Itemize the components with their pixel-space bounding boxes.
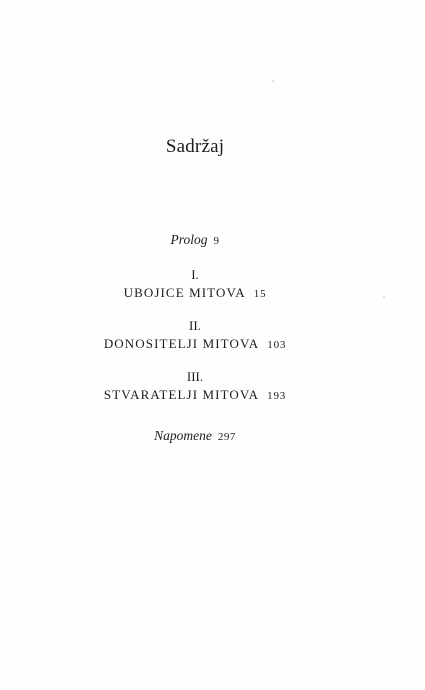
toc-entry-page: 297 (217, 431, 236, 443)
paper-speck (272, 80, 274, 82)
toc-entry-page: 9 (213, 235, 220, 247)
toc-entry-title: STVARATELJI MITOVA (103, 387, 260, 402)
toc-entry-title: DONOSITELJI MITOVA (103, 336, 260, 351)
toc-entry-notes (0, 426, 390, 447)
toc-entry-page: 15 (253, 288, 267, 300)
part-number: III. (186, 369, 204, 384)
toc-entry-title: Prolog (170, 232, 208, 247)
part-number: I. (191, 267, 199, 282)
part-number: II. (189, 318, 201, 333)
toc-entry-prolog (0, 230, 390, 251)
toc-entry-title: UBOJICE MITOVA (123, 285, 246, 300)
toc-entry-part (0, 334, 390, 355)
toc-entry-page: 103 (267, 339, 287, 351)
toc-entry-part (0, 283, 390, 304)
toc-entry-title: Napomene (154, 428, 212, 443)
toc-entry-part (0, 385, 390, 406)
table-of-contents (0, 230, 390, 447)
toc-entry-page: 193 (267, 390, 287, 402)
toc-heading: Sadržaj (165, 136, 225, 157)
